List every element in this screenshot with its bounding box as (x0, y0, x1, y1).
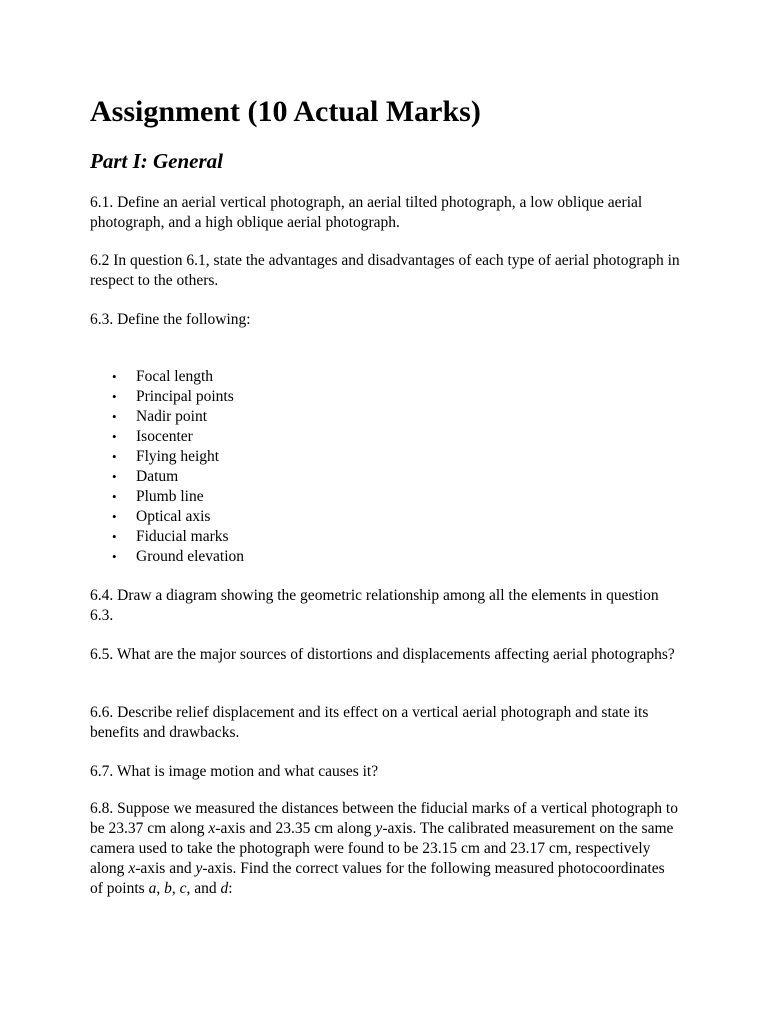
question-6-8: 6.8. Suppose we measured the distances between the fiducial marks of a vertical photograph to be 23.37 cm along x-axis and 23.35 cm along y-axis. The calibrated measurement on the same camera used to take the photograph were found to be 23.15 cm and 23.17 cm, respectively along x-axis and y-axis. Find the correct values for the following measured photocoordinates of points a, b, c, and d: (90, 800, 678, 897)
question-6-1: 6.1. Define an aerial vertical photograph, an aerial tilted photograph, a low oblique aerial photograph, and a high oblique aerial photograph. (90, 194, 643, 231)
question-6-7: 6.7. What is image motion and what causes it? (90, 763, 379, 780)
list-item: • Datum (136, 467, 726, 487)
list-item: • Plumb line (136, 487, 726, 507)
question-6-4: 6.4. Draw a diagram showing the geometric relationship among all the elements in question 6.3. (90, 587, 659, 624)
page-title: Assignment (10 Actual Marks) (90, 95, 481, 128)
list-item: • Fiducial marks (136, 527, 726, 547)
part-heading: Part I: General (90, 149, 223, 173)
list-item: • Isocenter (136, 427, 726, 447)
question-6-2: 6.2 In question 6.1, state the advantages and disadvantages of each type of aerial photograph in respect to the others. (90, 252, 680, 289)
question-6-5: 6.5. What are the major sources of distortions and displacements affecting aerial photographs? (90, 646, 675, 663)
list-item: • Focal length (136, 367, 726, 387)
terms-list (90, 367, 726, 567)
question-6-6: 6.6. Describe relief displacement and its effect on a vertical aerial photograph and state its benefits and drawbacks. (90, 704, 649, 741)
list-item: • Flying height (136, 447, 726, 467)
list-item: • Principal points (136, 387, 726, 407)
list-item: • Optical axis (136, 507, 726, 527)
list-item: • Ground elevation (136, 547, 726, 567)
question-6-3: 6.3. Define the following: (90, 311, 251, 328)
list-item: • Nadir point (136, 407, 726, 427)
